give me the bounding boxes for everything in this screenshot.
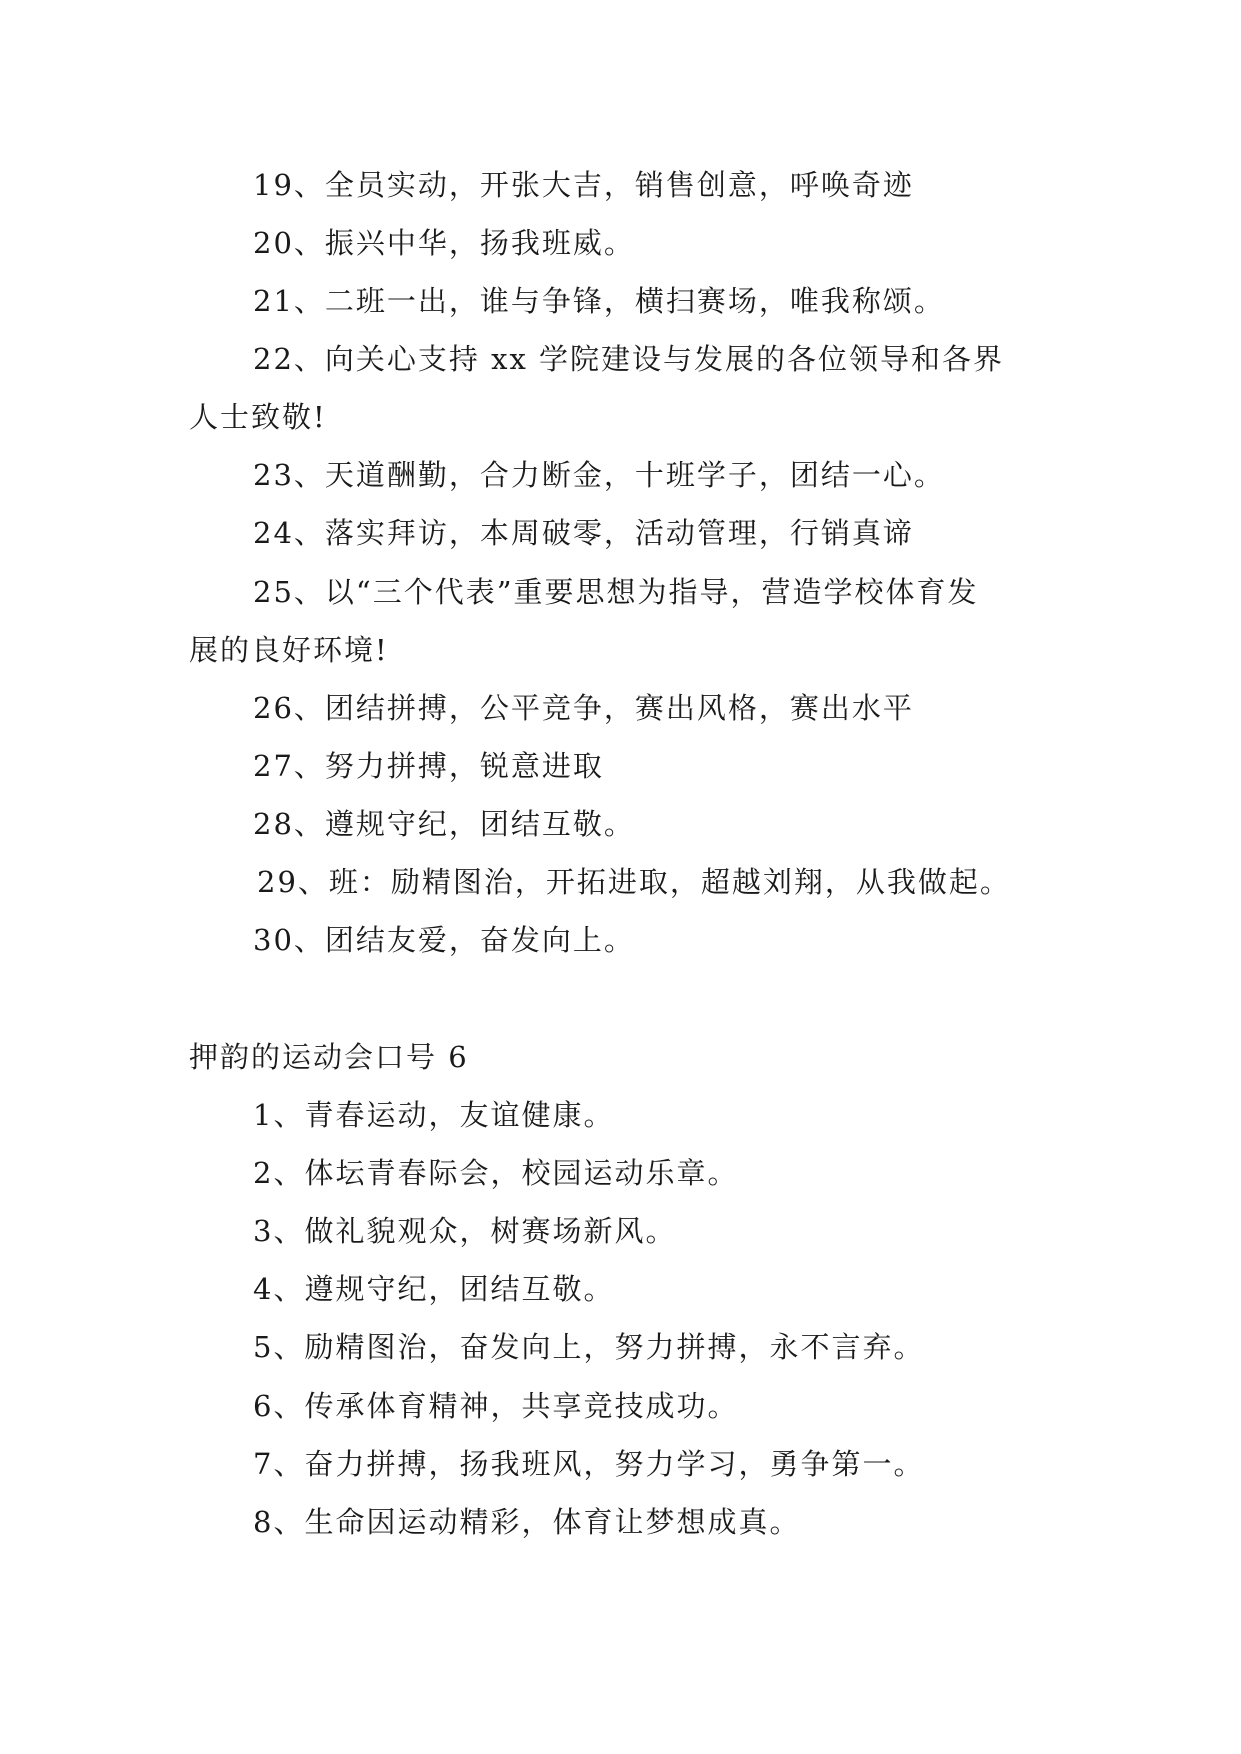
slogan-26: 26、团结拼搏，公平竞争，赛出风格，赛出水平 [253, 691, 914, 725]
slogan-7: 7、奋力拼搏，扬我班风，努力学习，勇争第一。 [253, 1447, 925, 1481]
slogan-22-continued: 人士致敬! [189, 400, 327, 434]
slogan-27: 27、努力拼搏，锐意进取 [253, 749, 604, 783]
slogan-30: 30、团结友爱，奋发向上。 [253, 923, 635, 957]
slogan-1: 1、青春运动，友谊健康。 [253, 1098, 615, 1132]
slogan-21: 21、二班一出，谁与争锋，横扫赛场，唯我称颂。 [253, 284, 945, 318]
slogan-25-continued: 展的良好环境! [189, 633, 389, 667]
slogan-19: 19、全员实动，开张大吉，销售创意，呼唤奇迹 [253, 168, 914, 202]
slogan-24: 24、落实拜访，本周破零，活动管理，行销真谛 [253, 516, 914, 550]
section-heading: 押韵的运动会口号 6 [189, 1040, 469, 1074]
slogan-6: 6、传承体育精神，共享竞技成功。 [253, 1389, 739, 1423]
slogan-20: 20、振兴中华，扬我班威。 [253, 226, 635, 260]
slogan-29: 29、班：励精图治，开拓进取，超越刘翔，从我做起。 [257, 865, 1011, 899]
slogan-22: 22、向关心支持 xx 学院建设与发展的各位领导和各界 [253, 342, 1005, 376]
slogan-2: 2、体坛青春际会，校园运动乐章。 [253, 1156, 739, 1190]
slogan-8: 8、生命因运动精彩，体育让梦想成真。 [253, 1505, 801, 1539]
slogan-28: 28、遵规守纪，团结互敬。 [253, 807, 635, 841]
slogan-5: 5、励精图治，奋发向上，努力拼搏，永不言弃。 [253, 1330, 925, 1364]
slogan-3: 3、做礼貌观众，树赛场新风。 [253, 1214, 677, 1248]
slogan-23: 23、天道酬勤，合力断金，十班学子，团结一心。 [253, 458, 945, 492]
slogan-25: 25、以“三个代表”重要思想为指导，营造学校体育发 [253, 575, 979, 609]
slogan-4: 4、遵规守纪，团结互敬。 [253, 1272, 615, 1306]
